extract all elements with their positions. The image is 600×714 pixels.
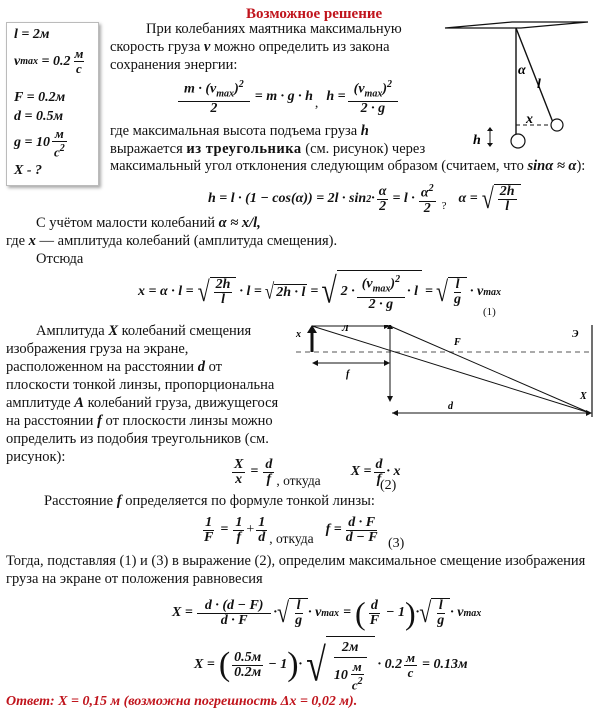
num-minus1: − 1 <box>268 657 288 672</box>
p2-text-a: выражается <box>110 141 187 157</box>
hg-main: h = l · (1 − cos(α)) = 2l · sin <box>208 191 367 206</box>
h-lhs: h = <box>326 89 346 104</box>
p1-line1: При колебаниях маятника максимальную <box>146 21 402 37</box>
fin-sub2: max <box>463 607 482 619</box>
num-sq-den-uden: с <box>351 677 358 693</box>
p4-t3b: от <box>204 359 222 375</box>
x-s3-sub: max <box>372 283 391 295</box>
given-F: F = 0.2м <box>14 90 66 105</box>
lens-1d-num: 1 <box>258 514 266 530</box>
x-s3-pow: 2 <box>395 274 401 286</box>
p2-text-3b: ): <box>576 158 586 174</box>
lens-1F-den: F <box>204 529 214 545</box>
x-s2: 2h · l <box>276 284 306 300</box>
lens-label: Л <box>342 325 349 334</box>
h-den: 2 · g <box>360 101 386 117</box>
lens-plus: + <box>246 522 255 537</box>
p4-t3a: расположенном на расстоянии <box>6 359 198 375</box>
p2-text-c: (см. рисунок) через <box>301 141 426 157</box>
lens-whence: , откуда <box>269 531 314 546</box>
eq-comma: , <box>314 96 319 111</box>
num-sq-den-pow: 2 <box>357 675 363 687</box>
final-symbolic-equation: X = $\frac{d \cdot (d - F)}{d \cdot F}$ · √ $\frac{l}{g}$ · v max = ( $\frac{d}{F}$ − 1 ) · √ $\frac{l}{g}$ · v max <box>172 594 482 631</box>
hg-dot: · <box>371 191 375 206</box>
x-tail: · v <box>470 284 484 299</box>
eq-rhs: = m · g · h <box>254 89 313 104</box>
fin-sq-num: l <box>296 598 301 613</box>
h-label: h <box>473 133 481 148</box>
p5-t1b: определяется по формуле тонкой линзы: <box>121 493 375 509</box>
central-ray <box>312 326 590 413</box>
alpha-lhs: α = <box>458 191 478 206</box>
x-s3-den: 2 · g <box>368 296 394 312</box>
bob-rest <box>511 134 525 148</box>
d-left-arrow-icon <box>392 410 398 416</box>
p4-t5a: амплитуде <box>6 395 75 411</box>
sim-whence: , откуда <box>276 473 321 488</box>
p2-bold: из треугольника <box>186 141 302 157</box>
alpha-den: l <box>505 199 510 214</box>
lens-bottom-arrow-icon <box>387 396 393 402</box>
hg-eq2: = l · <box>392 191 415 206</box>
p4-line3 <box>6 358 222 377</box>
num-par-num: 0.5м <box>234 649 262 665</box>
sim-X: X <box>234 456 244 472</box>
lens-1d-den: d <box>258 529 266 545</box>
given-g-unit-num: м <box>54 126 64 141</box>
p6-line1: Тогда, подставляя (1) и (3) в выражение (2), определим максимальное смещение изображения <box>6 553 586 569</box>
x-s3-post: · l <box>407 284 418 300</box>
f-right-arrow-icon <box>384 360 390 366</box>
eq-v: (v <box>205 81 217 97</box>
fin-dot2: · <box>415 605 420 620</box>
lens-1F-num: 1 <box>205 514 213 530</box>
f-left-arrow-icon <box>312 360 318 366</box>
fin-eq: = <box>343 605 352 620</box>
p2-sin: sinα ≈ α <box>527 158 577 174</box>
x-mid2: = <box>310 284 319 299</box>
p3-text-a: где <box>6 233 29 249</box>
fin-par-den: F <box>369 612 380 628</box>
h-geometry-equation: h = l · (1 − cos(α)) = 2l · sin 2 · $\frac{\alpha}{2}$ = l · $\frac{\alpha^2}{2}$ ? α = √ $\frac{2h}{l}$ <box>208 178 521 220</box>
given-vmax <box>14 47 87 76</box>
refracted-ray <box>390 326 590 413</box>
fin-den: d · F <box>220 612 248 628</box>
p5-t1a: Расстояние <box>44 493 117 509</box>
p3-text: С учётом малости колебаний <box>36 215 219 231</box>
equation-label-1: (1) <box>483 306 496 318</box>
p3-line3: Отсюда <box>36 251 84 267</box>
X-den: f <box>376 471 382 487</box>
p4-line8: рисунок): <box>6 449 66 465</box>
equation-label-3: (3) <box>388 536 405 551</box>
given-vmax-symbol: v <box>14 53 21 69</box>
hg-a2pow: 2 <box>428 183 434 195</box>
fin-minus1: − 1 <box>386 605 406 620</box>
p5-f: f <box>116 493 122 509</box>
similar-triangles-equation <box>230 452 401 492</box>
num-par-den: 0.2м <box>234 664 262 680</box>
x-s3-close: ) <box>390 276 396 292</box>
fin-v2: · v <box>450 605 464 620</box>
p6-line2: груза на экране от положения равновесия <box>6 571 263 587</box>
l-label: l <box>537 77 541 92</box>
numeric-equation: X = ( $\frac{0.5м}{0.2м}$ − 1 ) · √ 2м 10 $\frac{м}{с^2}$ · 0.2 $\frac{м}{с}$ = 0.13м <box>194 634 468 696</box>
p4-t6b: от плоскости линзы можно <box>101 413 273 429</box>
lens-1f-den: f <box>236 529 242 545</box>
x-label: x <box>526 112 533 127</box>
X-num: d <box>375 456 383 472</box>
p3-line1 <box>36 214 261 233</box>
p2-h: h <box>360 123 369 139</box>
f-num: d · F <box>348 514 376 530</box>
pendulum-figure <box>440 10 600 150</box>
p2-line3 <box>110 157 585 176</box>
fin-sub: max <box>321 607 340 619</box>
p4-f: f <box>97 413 102 429</box>
lens-figure <box>290 325 600 435</box>
sim-f: f <box>266 471 272 487</box>
p4-t5b: колебаний груза, движущегося <box>83 395 279 411</box>
given-g-value: g = 10 <box>14 135 50 151</box>
fin-sq2-num: l <box>438 598 443 613</box>
eq-den: 2 <box>210 101 218 117</box>
d-right-arrow-icon <box>586 410 592 416</box>
x-s4-den: g <box>454 292 462 307</box>
alpha-label: α <box>518 63 526 78</box>
lens-1f-num: 1 <box>235 514 243 530</box>
x-s3-num: (v <box>361 276 373 292</box>
num-result: = 0.13м <box>422 657 468 672</box>
given-g-unit-den: с <box>53 144 60 160</box>
fin-sq2-den: g <box>437 613 445 628</box>
num-sq-den-unum: м <box>352 658 362 674</box>
fin-sq-den: g <box>295 613 303 628</box>
f-den: d − F <box>345 529 378 545</box>
h-num: (v <box>353 81 365 97</box>
p4-line2: изображения груза на экране, <box>6 341 189 357</box>
p3-text-b: — амплитуда колебаний (амплитуда смещения). <box>35 233 338 249</box>
p4-line7: определить из подобия треугольников (см. <box>6 431 269 447</box>
bob-deflected <box>551 119 563 131</box>
focus-F-label: F <box>454 337 461 348</box>
eq-sub: max <box>216 88 235 100</box>
object-x-label: x <box>296 329 301 340</box>
given-unknown: X - ? <box>14 163 42 178</box>
fin-v: · v <box>308 605 322 620</box>
p4-t1b: колебаний смещения <box>118 323 252 339</box>
num-unit-num: м <box>406 649 416 665</box>
fin-par-num: d <box>370 597 378 613</box>
p1-line3: сохранения энергии: <box>110 57 238 73</box>
given-l: l = 2м <box>14 27 50 42</box>
fin-dot: · <box>273 605 277 620</box>
eq-close: ) <box>234 81 239 97</box>
given-vmax-unit-num: м <box>74 46 84 61</box>
p1-line2 <box>110 38 390 57</box>
equation-label-2: (2) <box>380 478 397 493</box>
x-s3-pre: 2 · <box>340 284 355 300</box>
given-g <box>14 127 69 159</box>
p4-A: A <box>74 395 84 411</box>
hg-q: ? <box>441 200 447 212</box>
screen-label: Э <box>572 329 579 340</box>
p3-x: x <box>28 233 36 249</box>
X-tail: · x <box>386 464 401 479</box>
p5-line1 <box>44 492 375 511</box>
hg-a: α <box>378 183 387 199</box>
given-d: d = 0.5м <box>14 109 64 124</box>
answer-line: Ответ: X = 0,15 м (возможна погрешность Δx = 0,02 м). <box>6 694 358 709</box>
x-equation: x = α · l = √ $\frac{2h}{l}$ · l = √ 2h · l = √ 2 · $\frac{(v_{max})^2}{2 \cdot g}$ · l = √ $\frac{l}{g}$ · v max <box>138 271 502 312</box>
p4-line4: плоскости тонкой линзы, пропорциональна <box>6 377 275 393</box>
thin-lens-equation <box>200 510 382 550</box>
eq-m: m · <box>184 81 206 97</box>
h-arrow-down-icon <box>487 143 493 147</box>
p4-line5 <box>6 394 278 413</box>
lens-eq: = <box>220 522 229 537</box>
p2-text-3a: максимальный угол отклонения следующим образом (считаем, что <box>110 158 528 174</box>
given-vmax-unit-den: с <box>76 61 82 76</box>
f-lhs: f = <box>325 522 342 537</box>
sim-x: x <box>235 471 243 487</box>
num-unit-den: с <box>407 664 414 680</box>
given-vmax-sub: max <box>20 56 38 67</box>
x-tail-sub: max <box>483 286 502 298</box>
x-lhs: x = α · l = <box>138 284 194 299</box>
p1-text: скорость груза <box>110 39 204 55</box>
given-data-box <box>6 22 99 186</box>
hg-2: 2 <box>379 198 387 214</box>
num-lhs: X = <box>194 657 215 672</box>
given-vmax-value: = 0.2 <box>41 53 71 69</box>
p4-X: X <box>108 323 118 339</box>
h-sub: max <box>364 88 383 100</box>
given-g-unit-pow: 2 <box>59 143 65 154</box>
p4-t1a: Амплитуда <box>36 323 109 339</box>
h-arrow-up-icon <box>487 127 493 131</box>
p4-t6a: на расстоянии <box>6 413 98 429</box>
fin-num: d · (d − F) <box>197 599 272 614</box>
p4-d: d <box>197 359 205 375</box>
image-X-label: X <box>580 391 587 402</box>
h-pow: 2 <box>387 78 392 90</box>
p1-text-b: можно определить из закона <box>210 39 390 55</box>
x-s1-num: 2h <box>215 277 231 292</box>
p1-v: v <box>203 39 211 55</box>
x-s4-num: l <box>455 277 460 292</box>
solution-title: Возможное решение <box>246 6 383 22</box>
X-lhs: X = <box>350 464 372 479</box>
alpha-num: 2h <box>499 184 515 199</box>
energy-equation <box>176 74 400 120</box>
hg-den2: 2 <box>423 200 431 216</box>
x-s1-den: l <box>221 292 226 307</box>
sim-d: d <box>265 456 273 472</box>
num-sq-num: 2м <box>334 639 367 658</box>
hg-pow: 2 <box>366 193 372 205</box>
x-mid3: = <box>424 284 433 299</box>
p4-line1 <box>36 322 251 341</box>
eq-pow: 2 <box>238 78 244 90</box>
num-mid: · 0.2 <box>377 657 403 672</box>
num-sq-den-val: 10 <box>333 667 348 683</box>
p2-text: где максимальная высота подъема груза <box>110 123 361 139</box>
p2-line1 <box>110 122 369 141</box>
h-close: ) <box>382 81 387 97</box>
p3-approx: α ≈ x/l, <box>218 215 261 231</box>
sim-eq: = <box>250 464 259 479</box>
num-dot: · <box>298 657 303 672</box>
x-mid1: · l = <box>239 284 262 299</box>
p3-line2 <box>6 232 337 251</box>
fin-lhs: X = <box>172 605 193 620</box>
ceiling-plane <box>445 22 588 28</box>
d-label: d <box>448 401 453 412</box>
p4-line6 <box>6 412 273 431</box>
hg-a2: α <box>420 185 429 201</box>
f-label: f <box>346 369 350 380</box>
